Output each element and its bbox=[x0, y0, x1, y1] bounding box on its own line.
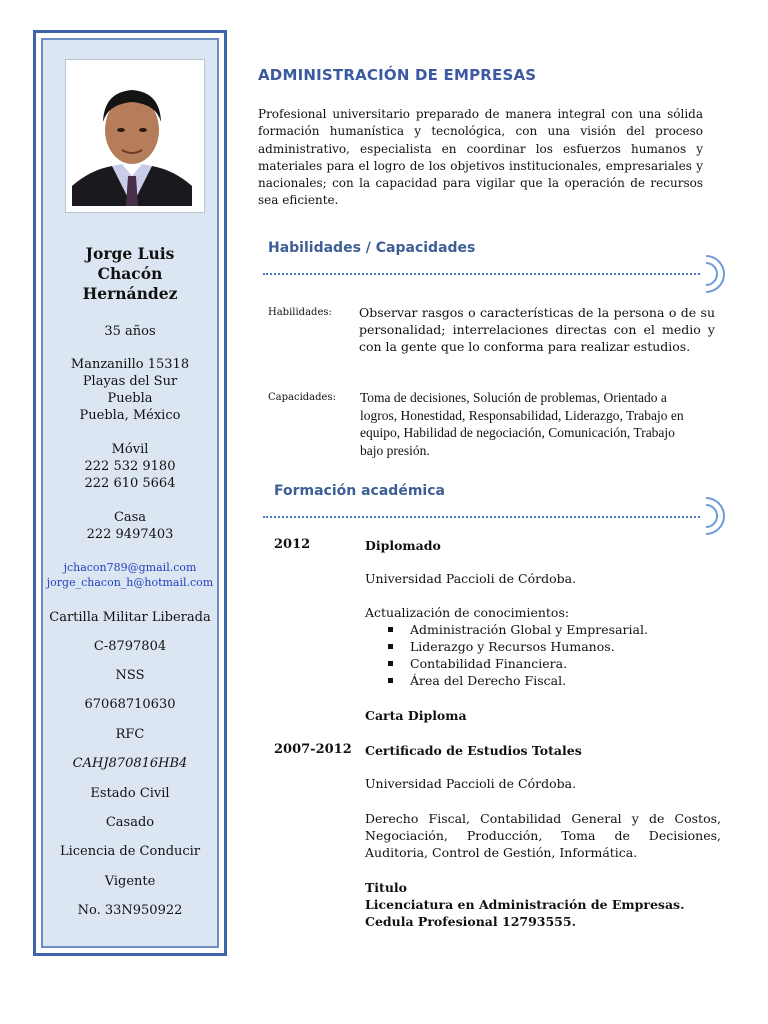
nss-number: 67068710630 bbox=[84, 697, 176, 712]
mobile-label: Móvil bbox=[111, 442, 149, 457]
nss-label: NSS bbox=[115, 668, 145, 683]
profile-photo bbox=[72, 78, 192, 206]
home-label: Casa bbox=[113, 510, 147, 525]
profile-photo-frame bbox=[65, 59, 205, 213]
email-link-2[interactable]: jorge_chacon_h@hotmail.com bbox=[46, 576, 214, 589]
address-line-2: Playas del Sur bbox=[82, 374, 178, 389]
email-link-1[interactable]: jchacon789@gmail.com bbox=[63, 561, 197, 574]
civil-status-label: Estado Civil bbox=[90, 786, 170, 801]
capacidades-text: Toma de decisiones, Solución de problemas, Orientado a logros, Honestidad, Responsabilidad, Liderazgo, Trabajo en equipo, Habilidad de negociación, Comunicación, Trabajo bajo presión. bbox=[360, 390, 684, 458]
mobile-number-2: 222 610 5664 bbox=[84, 476, 176, 491]
education-year-2: 2007-2012 bbox=[274, 742, 352, 757]
sidebar bbox=[33, 30, 227, 956]
list-item: Contabilidad Financiera. bbox=[365, 655, 721, 672]
capacidades-label: Capacidades: bbox=[268, 392, 336, 403]
license-status: Vigente bbox=[104, 874, 156, 889]
name-line-3: Hernández bbox=[82, 284, 178, 303]
name-line-2: Chacón bbox=[97, 264, 163, 283]
address-line-1: Manzanillo 15318 bbox=[70, 357, 190, 372]
education-subheading-1: Actualización de conocimientos: bbox=[365, 605, 570, 620]
list-item: Liderazgo y Recursos Humanos. bbox=[365, 638, 721, 655]
military-label: Cartilla Militar Liberada bbox=[49, 610, 211, 625]
education-heading-1: Diplomado bbox=[365, 538, 441, 553]
summary-paragraph: Profesional universitario preparado de manera integral con una sólida formación humanística y tecnológica, con una visión del proceso administrativo, especialista en coordinar los esfuerzos humanos y materiales para el logro de los objetivos institucionales, empresariales y nacionales; con la capacidad para vigilar que la operación de recursos sea eficiente. bbox=[258, 107, 703, 208]
military-number: C-8797804 bbox=[93, 639, 167, 654]
license-label: Licencia de Conducir bbox=[59, 844, 201, 859]
name-line-1: Jorge Luis bbox=[85, 244, 175, 263]
education-year-1: 2012 bbox=[274, 537, 311, 552]
address-line-4: Puebla, México bbox=[79, 408, 181, 423]
list-item: Área del Derecho Fiscal. bbox=[365, 672, 721, 689]
list-item: Administración Global y Empresarial. bbox=[365, 621, 721, 638]
page-title: ADMINISTRACIÓN DE EMPRESAS bbox=[258, 66, 537, 84]
address-line-3: Puebla bbox=[107, 391, 153, 406]
skills-divider bbox=[263, 273, 700, 275]
education-degree: Licenciatura en Administración de Empresas. bbox=[365, 897, 685, 912]
skills-divider-arc-icon bbox=[704, 253, 728, 295]
education-course-list bbox=[365, 621, 721, 689]
education-titulo-label: Titulo bbox=[365, 880, 407, 895]
education-closing-1: Carta Diploma bbox=[365, 708, 467, 723]
habilidades-label: Habilidades: bbox=[268, 307, 332, 318]
education-subjects-2: Derecho Fiscal, Contabilidad General y de Costos, Negociación, Producción, Toma de Decisiones, Auditoria, Control de Gestión, Informática. bbox=[365, 811, 721, 860]
education-divider-arc-icon bbox=[704, 495, 728, 537]
education-divider bbox=[263, 516, 700, 518]
civil-status-value: Casado bbox=[105, 815, 155, 830]
rfc-label: RFC bbox=[115, 727, 145, 742]
habilidades-text: Observar rasgos o características de la persona o de su personalidad; interrelaciones directas con el medio y con la gente que lo conforma para realizar estudios. bbox=[359, 305, 715, 354]
education-cedula: Cedula Profesional 12793555. bbox=[365, 914, 576, 929]
age: 35 años bbox=[104, 324, 156, 339]
skills-section-title: Habilidades / Capacidades bbox=[268, 240, 476, 256]
education-heading-2: Certificado de Estudios Totales bbox=[365, 743, 582, 758]
education-institution-2: Universidad Paccioli de Córdoba. bbox=[365, 776, 577, 791]
education-institution-1: Universidad Paccioli de Córdoba. bbox=[365, 571, 577, 586]
rfc-value: CAHJ870816HB4 bbox=[72, 756, 188, 771]
education-section-title: Formación académica bbox=[274, 483, 445, 499]
home-number: 222 9497403 bbox=[86, 527, 174, 542]
sidebar-panel bbox=[41, 38, 219, 948]
license-number: No. 33N950922 bbox=[77, 903, 183, 918]
mobile-number-1: 222 532 9180 bbox=[84, 459, 176, 474]
